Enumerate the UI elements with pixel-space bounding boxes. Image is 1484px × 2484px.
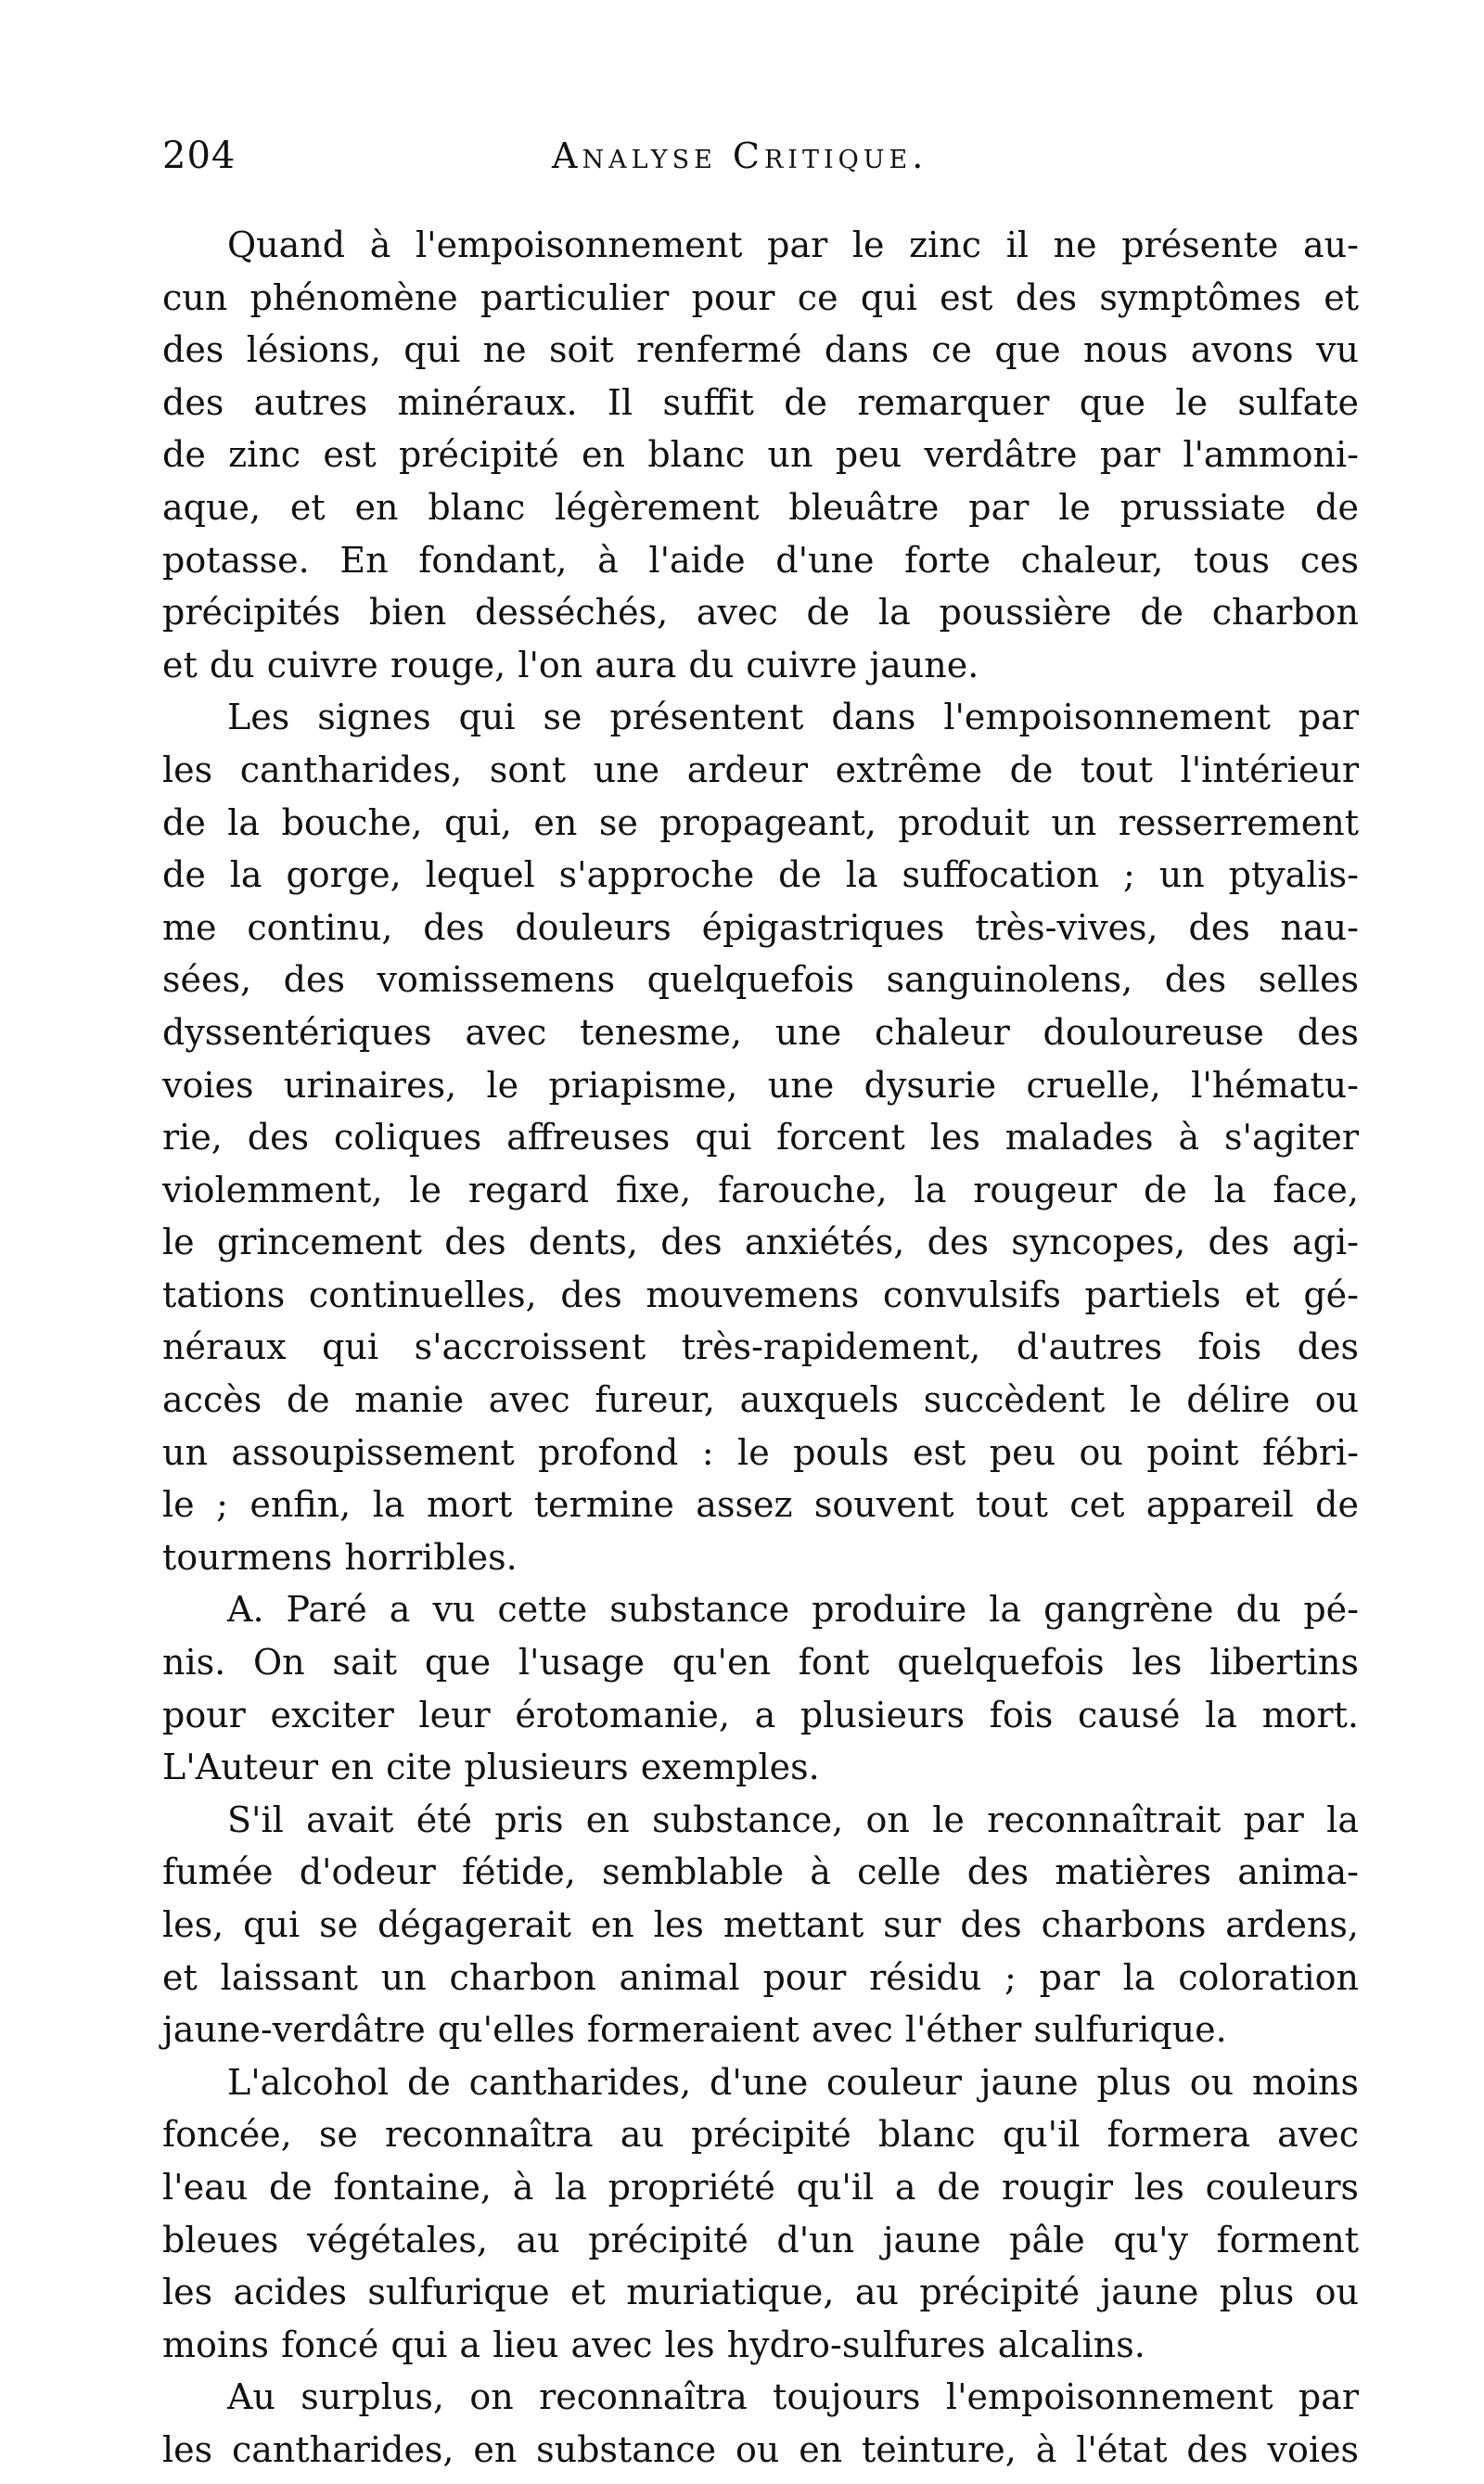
text-line: l'eau de fontaine, à la propriété qu'il a de rougir les couleurs: [162, 2166, 1359, 2208]
text-line: aque, et en blanc légèrement bleuâtre par le prussiate de: [162, 486, 1359, 528]
text-line: le ; enfin, la mort termine assez souvent tout cet appareil de: [162, 1484, 1359, 1526]
text-line: de la gorge, lequel s'approche de la suffocation ; un ptyalis-: [162, 854, 1359, 896]
text-line: cun phénomène particulier pour ce qui est des symptômes et: [162, 276, 1359, 318]
paragraph: [162, 691, 1359, 1583]
body-text: [162, 219, 1359, 2477]
text-line: tations continuelles, des mouvemens convulsifs partiels et gé-: [162, 1274, 1359, 1315]
text-line: les cantharides, sont une ardeur extrême de tout l'intérieur: [162, 749, 1359, 790]
running-head: Analyse Critique.: [552, 135, 928, 176]
text-line: rie, des coliques affreuses qui forcent les malades à s'agiter: [162, 1117, 1359, 1159]
paragraph: [162, 1583, 1359, 1793]
text-line: potasse. En fondant, à l'aide d'une forte chaleur, tous ces: [162, 539, 1359, 581]
text-line: les cantharides, en substance ou en teinture, à l'état des voies: [162, 2428, 1359, 2470]
text-line: précipités bien desséchés, avec de la poussière de charbon: [162, 592, 1359, 634]
text-line: les, qui se dégagerait en les mettant sur des charbons ardens,: [162, 1904, 1359, 1945]
text-line: Les signes qui se présentent dans l'empoisonnement par: [227, 697, 1359, 738]
text-line: accès de manie avec fureur, auxquels succèdent le délire ou: [162, 1379, 1359, 1421]
text-line: les acides sulfurique et muriatique, au précipité jaune plus ou: [162, 2272, 1359, 2313]
text-line: un assoupissement profond : le pouls est peu ou point fébri-: [162, 1431, 1359, 1473]
text-line: L'alcohol de cantharides, d'une couleur jaune plus ou moins: [227, 2061, 1359, 2103]
paragraph: [162, 219, 1359, 691]
text-line: Au surplus, on reconnaîtra toujours l'empoisonnement par: [227, 2376, 1359, 2418]
paragraph: [162, 2056, 1359, 2372]
text-line: fumée d'odeur fétide, semblable à celle des matières anima-: [162, 1851, 1359, 1893]
text-line: voies urinaires, le priapisme, une dysurie cruelle, l'hématu-: [162, 1064, 1359, 1106]
text-line: sées, des vomissemens quelquefois sanguinolens, des selles: [162, 959, 1359, 1001]
text-line: des autres minéraux. Il suffit de remarquer que le sulfate: [162, 381, 1359, 423]
text-line: violemment, le regard fixe, farouche, la rougeur de la face,: [162, 1169, 1359, 1210]
text-line: nis. On sait que l'usage qu'en font quelquefois les libertins: [162, 1642, 1359, 1684]
text-line: le grincement des dents, des anxiétés, des syncopes, des agi-: [162, 1222, 1359, 1263]
text-line: jaune-verdâtre qu'elles formeraient avec l'éther sulfurique.: [162, 2009, 1227, 2051]
text-line: pour exciter leur érotomanie, a plusieurs fois causé la mort.: [162, 1694, 1359, 1735]
paragraph: [162, 1794, 1359, 2056]
text-line: Quand à l'empoisonnement par le zinc il ne présente au-: [227, 224, 1359, 265]
text-line: foncée, se reconnaîtra au précipité blanc qu'il formera avec: [162, 2114, 1359, 2156]
text-line: et laissant un charbon animal pour résidu ; par la coloration: [162, 1956, 1359, 1998]
text-line: L'Auteur en cite plusieurs exemples.: [162, 1747, 820, 1788]
text-line: bleues végétales, au précipité d'un jaune pâle qu'y forment: [162, 2219, 1359, 2260]
text-line: A. Paré a vu cette substance produire la gangrène du pé-: [227, 1589, 1359, 1631]
paragraph: [162, 2371, 1359, 2476]
text-line: et du cuivre rouge, l'on aura du cuivre jaune.: [162, 644, 979, 685]
text-line: me continu, des douleurs épigastriques très-vives, des nau-: [162, 906, 1359, 948]
text-line: moins foncé qui a lieu avec les hydro-sulfures alcalins.: [162, 2324, 1145, 2365]
text-line: de zinc est précipité en blanc un peu verdâtre par l'ammoni-: [162, 434, 1359, 476]
text-line: néraux qui s'accroissent très-rapidement, d'autres fois des: [162, 1326, 1359, 1368]
text-line: S'il avait été pris en substance, on le reconnaîtrait par la: [227, 1799, 1359, 1840]
text-line: de la bouche, qui, en se propageant, produit un resserrement: [162, 801, 1359, 843]
page-number: 204: [162, 134, 237, 177]
text-line: tourmens horribles.: [162, 1536, 518, 1578]
text-line: des lésions, qui ne soit renfermé dans ce que nous avons vu: [162, 329, 1359, 371]
page-header: [162, 128, 1359, 184]
text-line: dyssentériques avec tenesme, une chaleur douloureuse des: [162, 1011, 1359, 1053]
